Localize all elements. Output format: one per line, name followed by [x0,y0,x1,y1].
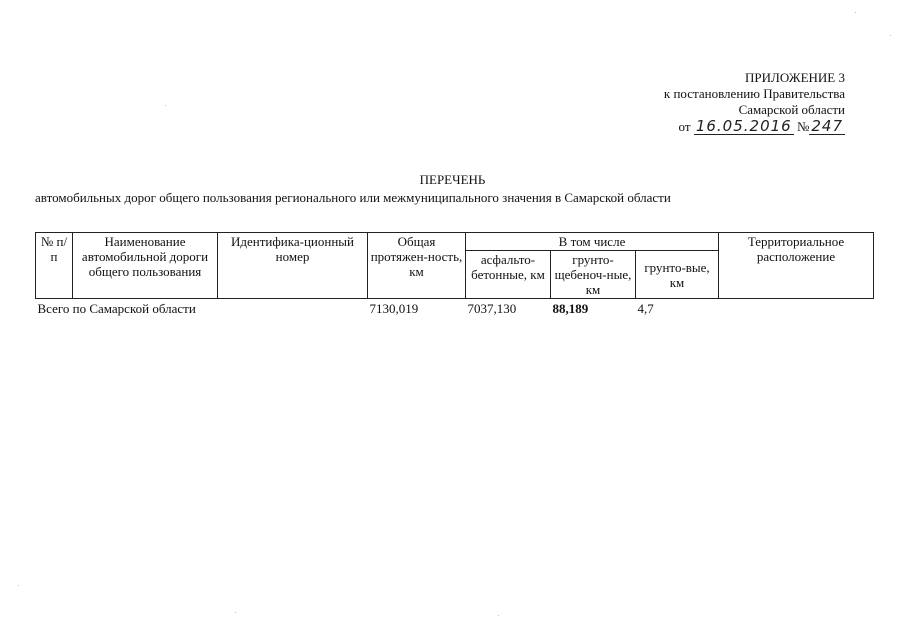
from-label: от [678,119,691,134]
appendix-resolution-line: к постановлению Правительства [663,86,845,101]
table-row [36,299,874,319]
scan-speck [18,585,19,586]
row-location [719,299,874,319]
document-title: ПЕРЕЧЕНЬ [419,172,486,187]
header-location: Территориальное расположение [719,233,874,299]
header-dirt: грунто-вые, км [636,251,719,299]
header-asphalt: асфальто-бетонные, км [466,251,551,299]
scan-speck [498,615,499,616]
appendix-title: ПРИЛОЖЕНИЕ 3 [745,70,845,85]
row-total: 7130,019 [369,301,419,316]
header-gravel: грунто-щебеноч-ные, км [551,251,636,299]
row-asphalt: 7037,130 [467,301,517,316]
scan-speck [855,12,856,13]
appendix-region-line: Самарской области [738,102,845,117]
scan-speck [165,105,166,106]
header-name: Наименование автомобильной дороги общего пользования [73,233,218,299]
scan-speck [235,612,236,613]
row-name: Всего по Самарской области [37,301,196,316]
header-including: В том числе [466,233,719,251]
scan-speck [890,35,891,36]
number-sign: № [796,119,810,134]
header-total: Общая протяжен-ность, км [368,233,466,299]
roads-table [35,232,874,318]
document-subtitle: автомобильных дорог общего пользования регионального или межмуниципального значения в Самарской области [35,190,671,205]
appendix-date-line [664,118,845,135]
header-id: Идентифика-ционный номер [218,233,368,299]
handwritten-number: 247 [811,117,843,135]
row-dirt: 4,7 [637,301,654,316]
handwritten-date: 16.05.2016 [695,117,792,135]
row-id [218,299,368,319]
header-num: № п/п [36,233,73,299]
row-gravel: 88,189 [552,301,589,316]
appendix-block [664,70,845,135]
